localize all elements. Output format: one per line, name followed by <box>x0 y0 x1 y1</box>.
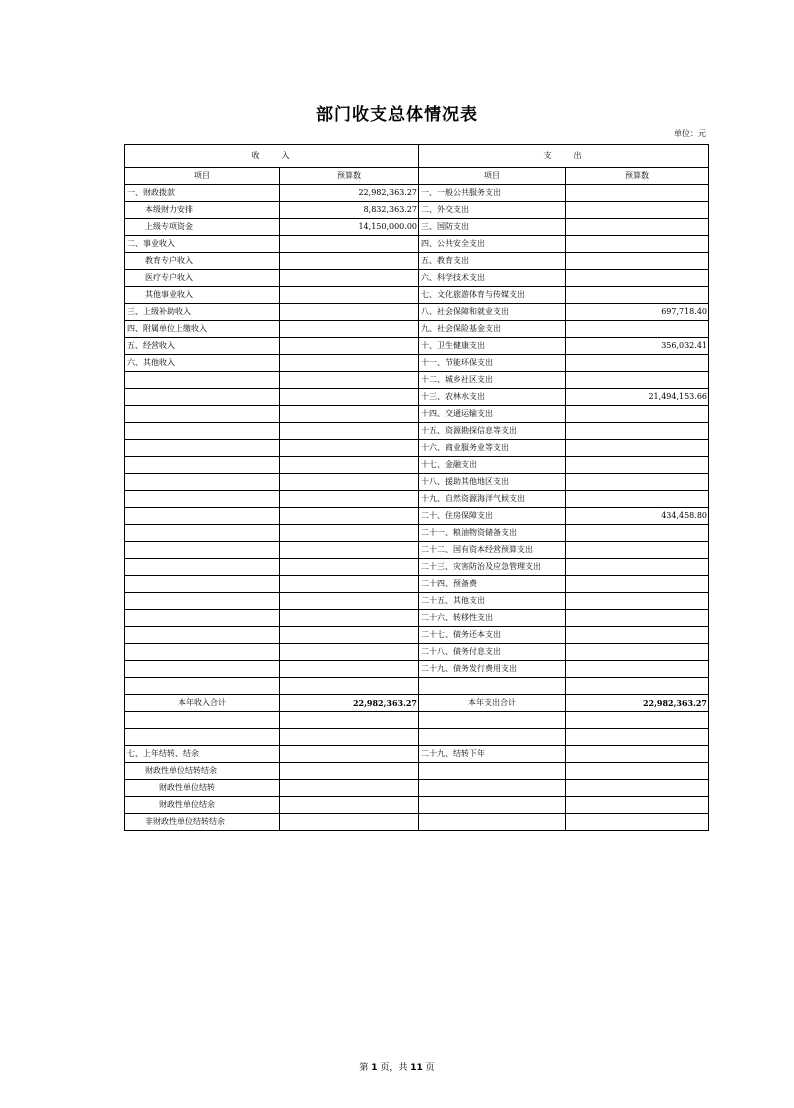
income-item-cell: 上级专项资金 <box>125 219 280 236</box>
income-item-cell <box>125 389 280 406</box>
expense-item-cell: 九、社会保险基金支出 <box>419 321 566 338</box>
income-budget-cell <box>280 304 419 321</box>
table-row <box>125 423 709 440</box>
income-item-cell <box>125 644 280 661</box>
expense-item-cell: 二十六、转移性支出 <box>419 610 566 627</box>
expense-budget-cell <box>566 185 709 202</box>
expense-item-cell: 五、教育支出 <box>419 253 566 270</box>
unit-label: 单位：元 <box>674 129 706 138</box>
expense-item-header: 项目 <box>419 168 566 185</box>
budget-table <box>124 144 709 831</box>
income-item-cell <box>125 678 280 695</box>
expense-item-cell: 十、卫生健康支出 <box>419 338 566 355</box>
expense-budget-cell <box>566 440 709 457</box>
income-item-cell: 财政性单位结余 <box>125 797 280 814</box>
table-row <box>125 202 709 219</box>
table-row <box>125 372 709 389</box>
table-row <box>125 185 709 202</box>
expense-item-cell: 四、公共安全支出 <box>419 236 566 253</box>
expense-item-cell: 二十九、结转下年 <box>419 746 566 763</box>
income-budget-cell <box>280 644 419 661</box>
page-title: 部门收支总体情况表 <box>316 105 478 125</box>
income-item-cell <box>125 423 280 440</box>
income-item-cell: 财政性单位结转 <box>125 780 280 797</box>
table-row <box>125 780 709 797</box>
table-row <box>125 763 709 780</box>
income-budget-cell: 14,150,000.00 <box>280 219 419 236</box>
expense-budget-cell: 434,458.80 <box>566 508 709 525</box>
income-budget-cell <box>280 610 419 627</box>
expense-item-cell <box>419 678 566 695</box>
totals-row <box>125 695 709 712</box>
expense-budget-cell <box>566 372 709 389</box>
expense-budget-cell <box>566 236 709 253</box>
expense-item-cell: 二、外交支出 <box>419 202 566 219</box>
table-row <box>125 610 709 627</box>
blank-row <box>125 712 709 729</box>
expense-budget-cell: 356,032.41 <box>566 338 709 355</box>
expense-item-cell: 一、一般公共服务支出 <box>419 185 566 202</box>
table-row <box>125 270 709 287</box>
expense-budget-cell <box>566 491 709 508</box>
expense-item-cell: 二十二、国有资本经营预算支出 <box>419 542 566 559</box>
expense-budget-cell <box>566 321 709 338</box>
expense-budget-cell: 697,718.40 <box>566 304 709 321</box>
income-budget-cell <box>280 661 419 678</box>
table-row <box>125 559 709 576</box>
income-item-cell <box>125 525 280 542</box>
income-item-cell: 七、上年结转、结余 <box>125 746 280 763</box>
income-item-cell: 四、附属单位上缴收入 <box>125 321 280 338</box>
income-budget-cell <box>280 508 419 525</box>
income-header: 收 入 <box>125 145 419 168</box>
expense-budget-cell <box>566 627 709 644</box>
expense-item-cell: 二十八、债务付息支出 <box>419 644 566 661</box>
expense-item-cell: 十一、节能环保支出 <box>419 355 566 372</box>
blank-cell <box>125 729 280 746</box>
expense-item-cell: 二十三、灾害防治及应急管理支出 <box>419 559 566 576</box>
expense-budget-cell <box>566 576 709 593</box>
blank-cell <box>419 729 566 746</box>
table-row <box>125 236 709 253</box>
income-budget-cell <box>280 338 419 355</box>
expense-budget-header: 预算数 <box>566 168 709 185</box>
income-budget-cell <box>280 780 419 797</box>
income-budget-cell <box>280 525 419 542</box>
table-row <box>125 253 709 270</box>
expense-item-cell: 七、文化旅游体育与传媒支出 <box>419 287 566 304</box>
table-row <box>125 746 709 763</box>
blank-cell <box>566 712 709 729</box>
expense-budget-cell <box>566 287 709 304</box>
table-row <box>125 457 709 474</box>
table-row <box>125 576 709 593</box>
table-subheader-row <box>125 168 709 185</box>
income-budget-cell <box>280 814 419 831</box>
expense-item-cell <box>419 763 566 780</box>
blank-cell <box>280 729 419 746</box>
expense-item-cell: 三、国防支出 <box>419 219 566 236</box>
income-budget-cell: 8,832,363.27 <box>280 202 419 219</box>
income-budget-cell <box>280 372 419 389</box>
blank-row <box>125 729 709 746</box>
income-budget-cell <box>280 474 419 491</box>
expense-budget-cell <box>566 661 709 678</box>
table-row <box>125 491 709 508</box>
table-row <box>125 440 709 457</box>
footer-total-pages: 11 <box>410 1063 423 1073</box>
expense-header: 支 出 <box>419 145 709 168</box>
income-item-cell <box>125 559 280 576</box>
expense-budget-cell <box>566 202 709 219</box>
expense-budget-cell <box>566 678 709 695</box>
expense-item-cell: 二十五、其他支出 <box>419 593 566 610</box>
income-item-cell: 教育专户收入 <box>125 253 280 270</box>
blank-cell <box>419 712 566 729</box>
footer-page-number: 1 <box>371 1063 378 1073</box>
footer-prefix: 第 <box>359 1063 369 1073</box>
expense-budget-cell <box>566 559 709 576</box>
table-row <box>125 321 709 338</box>
income-budget-cell <box>280 423 419 440</box>
income-budget-cell <box>280 627 419 644</box>
expense-item-cell: 十七、金融支出 <box>419 457 566 474</box>
income-item-cell: 三、上级补助收入 <box>125 304 280 321</box>
income-budget-cell <box>280 746 419 763</box>
income-item-cell: 一、财政拨款 <box>125 185 280 202</box>
expense-item-cell: 十六、商业服务业等支出 <box>419 440 566 457</box>
table-row <box>125 593 709 610</box>
expense-item-cell: 十二、城乡社区支出 <box>419 372 566 389</box>
expense-budget-cell <box>566 797 709 814</box>
income-item-cell <box>125 542 280 559</box>
table-row <box>125 287 709 304</box>
table-row <box>125 474 709 491</box>
table-row <box>125 355 709 372</box>
expense-budget-cell <box>566 474 709 491</box>
expense-budget-cell <box>566 457 709 474</box>
income-budget-cell: 22,982,363.27 <box>280 185 419 202</box>
income-item-cell <box>125 491 280 508</box>
income-item-cell <box>125 474 280 491</box>
income-budget-cell <box>280 287 419 304</box>
income-budget-cell <box>280 406 419 423</box>
income-budget-cell <box>280 321 419 338</box>
blank-cell <box>566 729 709 746</box>
expense-item-cell: 六、科学技术支出 <box>419 270 566 287</box>
expense-budget-cell <box>566 814 709 831</box>
expense-budget-cell: 21,494,153.66 <box>566 389 709 406</box>
income-item-cell <box>125 610 280 627</box>
table-row <box>125 661 709 678</box>
expense-budget-cell <box>566 355 709 372</box>
expense-budget-cell <box>566 780 709 797</box>
expense-budget-cell <box>566 593 709 610</box>
table-row <box>125 678 709 695</box>
income-item-cell <box>125 372 280 389</box>
income-item-cell: 医疗专户收入 <box>125 270 280 287</box>
income-budget-header: 预算数 <box>280 168 419 185</box>
expense-total-label: 本年支出合计 <box>419 695 566 712</box>
income-item-cell <box>125 440 280 457</box>
income-total-label: 本年收入合计 <box>125 695 280 712</box>
expense-item-cell: 二十一、粮油物资储备支出 <box>419 525 566 542</box>
expense-budget-cell <box>566 644 709 661</box>
expense-item-cell: 十三、农林水支出 <box>419 389 566 406</box>
blank-cell <box>280 712 419 729</box>
income-budget-cell <box>280 440 419 457</box>
income-budget-cell <box>280 253 419 270</box>
income-budget-cell <box>280 559 419 576</box>
expense-item-cell <box>419 814 566 831</box>
table-row <box>125 525 709 542</box>
income-item-cell <box>125 576 280 593</box>
income-budget-cell <box>280 270 419 287</box>
table-row <box>125 814 709 831</box>
expense-budget-cell <box>566 219 709 236</box>
income-budget-cell <box>280 678 419 695</box>
income-item-cell <box>125 661 280 678</box>
expense-budget-cell <box>566 525 709 542</box>
income-budget-cell <box>280 355 419 372</box>
expense-item-cell: 二十、住房保障支出 <box>419 508 566 525</box>
table-row <box>125 219 709 236</box>
table-row <box>125 338 709 355</box>
income-item-cell <box>125 508 280 525</box>
income-budget-cell <box>280 593 419 610</box>
expense-budget-cell <box>566 763 709 780</box>
table-row <box>125 542 709 559</box>
income-item-cell: 五、经营收入 <box>125 338 280 355</box>
expense-budget-cell <box>566 270 709 287</box>
expense-total-value: 22,982,363.27 <box>566 695 709 712</box>
expense-budget-cell <box>566 542 709 559</box>
expense-item-cell: 二十四、预备费 <box>419 576 566 593</box>
expense-item-cell: 二十七、债务还本支出 <box>419 627 566 644</box>
footer-mid: 页，共 <box>380 1063 408 1073</box>
income-item-cell: 二、事业收入 <box>125 236 280 253</box>
income-total-value: 22,982,363.27 <box>280 695 419 712</box>
expense-item-cell: 十五、资源勘探信息等支出 <box>419 423 566 440</box>
expense-budget-cell <box>566 253 709 270</box>
table-row <box>125 389 709 406</box>
expense-item-cell: 十八、援助其他地区支出 <box>419 474 566 491</box>
table-row <box>125 797 709 814</box>
income-item-cell: 非财政性单位结转结余 <box>125 814 280 831</box>
expense-item-cell <box>419 797 566 814</box>
income-budget-cell <box>280 763 419 780</box>
expense-item-cell: 十四、交通运输支出 <box>419 406 566 423</box>
table-row <box>125 406 709 423</box>
table-row <box>125 644 709 661</box>
income-item-cell <box>125 593 280 610</box>
income-item-cell: 本级财力安排 <box>125 202 280 219</box>
income-item-cell <box>125 406 280 423</box>
income-budget-cell <box>280 491 419 508</box>
expense-budget-cell <box>566 406 709 423</box>
income-budget-cell <box>280 542 419 559</box>
income-item-cell <box>125 457 280 474</box>
table-row <box>125 508 709 525</box>
income-item-header: 项目 <box>125 168 280 185</box>
income-budget-cell <box>280 457 419 474</box>
expense-budget-cell <box>566 423 709 440</box>
expense-item-cell: 十九、自然资源海洋气候支出 <box>419 491 566 508</box>
expense-budget-cell <box>566 610 709 627</box>
expense-item-cell <box>419 780 566 797</box>
income-budget-cell <box>280 576 419 593</box>
footer-suffix: 页 <box>425 1063 435 1073</box>
income-item-cell <box>125 627 280 644</box>
income-budget-cell <box>280 797 419 814</box>
income-item-cell: 其他事业收入 <box>125 287 280 304</box>
income-budget-cell <box>280 236 419 253</box>
expense-item-cell: 二十九、债务发行费用支出 <box>419 661 566 678</box>
page-footer <box>0 1060 794 1073</box>
expense-item-cell: 八、社会保障和就业支出 <box>419 304 566 321</box>
table-row <box>125 304 709 321</box>
income-item-cell: 财政性单位结转结余 <box>125 763 280 780</box>
blank-cell <box>125 712 280 729</box>
income-item-cell: 六、其他收入 <box>125 355 280 372</box>
expense-budget-cell <box>566 746 709 763</box>
table-row <box>125 627 709 644</box>
income-budget-cell <box>280 389 419 406</box>
table-header-row <box>125 145 709 168</box>
